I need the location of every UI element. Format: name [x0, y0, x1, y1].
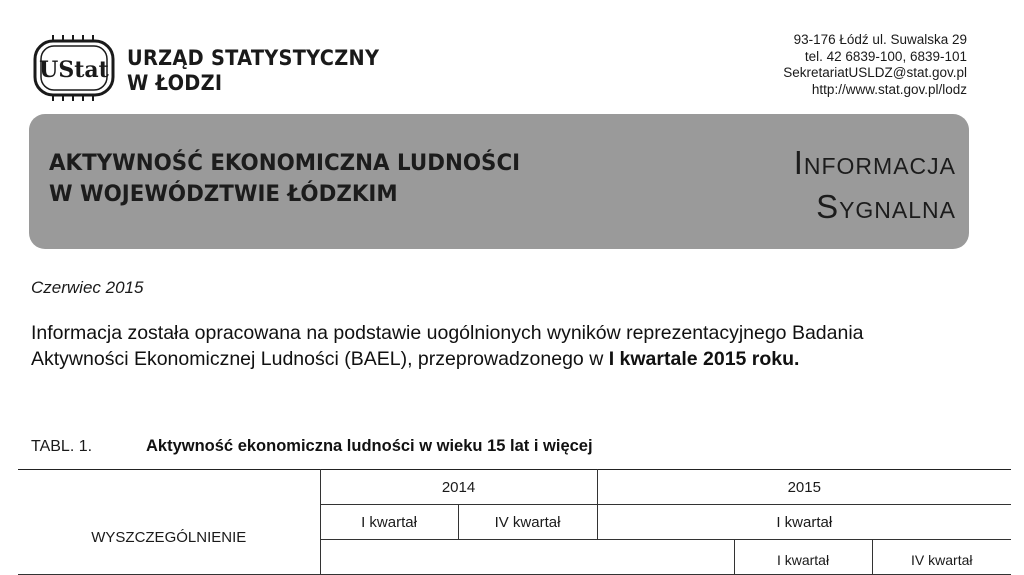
quarter-header: I kwartał	[320, 505, 458, 540]
sub-header: I kwartał	[734, 540, 872, 575]
sub-header: IV kwartał	[872, 540, 1011, 575]
quarter-header: I kwartał	[597, 505, 1011, 540]
table-title: Aktywność ekonomiczna ludności w wieku 15 lat i więcej	[146, 437, 593, 455]
address-block	[783, 32, 967, 98]
intro-line-2-text: Aktywności Ekonomicznej Ludności (BAEL), przeprowadzonego w	[31, 348, 609, 370]
intro-line-1: Informacja została opracowana na podstawie uogólnionych wyników reprezentacyjnego Badania	[31, 322, 864, 344]
intro-paragraph	[31, 320, 1006, 372]
intro-line-2	[31, 346, 1006, 372]
year-2014-header: 2014	[320, 470, 597, 505]
table-number: TABL. 1.	[31, 438, 93, 455]
address-phone: tel. 42 6839-100, 6839-101	[804, 48, 967, 64]
sub-header-blank	[320, 540, 734, 575]
quarter-header: IV kwartał	[458, 505, 597, 540]
address-street: 93-176 Łódź ul. Suwalska 29	[793, 32, 967, 47]
publication-title-line-2: W WOJEWÓDZTWIE ŁÓDZKIM	[49, 181, 398, 207]
office-name	[127, 46, 379, 96]
activity-table	[18, 469, 1011, 575]
office-name-line-2: W ŁODZI	[127, 71, 223, 95]
publication-date: Czerwiec 2015	[31, 278, 144, 297]
address-email[interactable]: SekretariatUSLDZ@stat.gov.pl	[783, 65, 967, 80]
office-name-line-1: URZĄD STATYSTYCZNY	[127, 46, 380, 70]
publication-type-line-2: Sygnalna	[816, 188, 956, 225]
ustat-logo	[33, 35, 115, 101]
logo-mark-text: UStat	[39, 57, 109, 83]
intro-line-2-bold: I kwartale 2015 roku.	[608, 348, 800, 370]
year-2015-header: 2015	[597, 470, 1011, 505]
publication-type-line-1: Informacja	[793, 144, 956, 181]
publication-title-line-1: AKTYWNOŚĆ EKONOMICZNA LUDNOŚCI	[49, 150, 521, 176]
title-banner	[29, 114, 969, 249]
publication-type	[794, 141, 956, 229]
address-website[interactable]: http://www.stat.gov.pl/lodz	[811, 81, 967, 97]
table-header-row-years	[18, 470, 1011, 505]
publication-title	[49, 148, 520, 210]
row-header-cell: WYSZCZEGÓLNIENIE	[18, 470, 320, 575]
